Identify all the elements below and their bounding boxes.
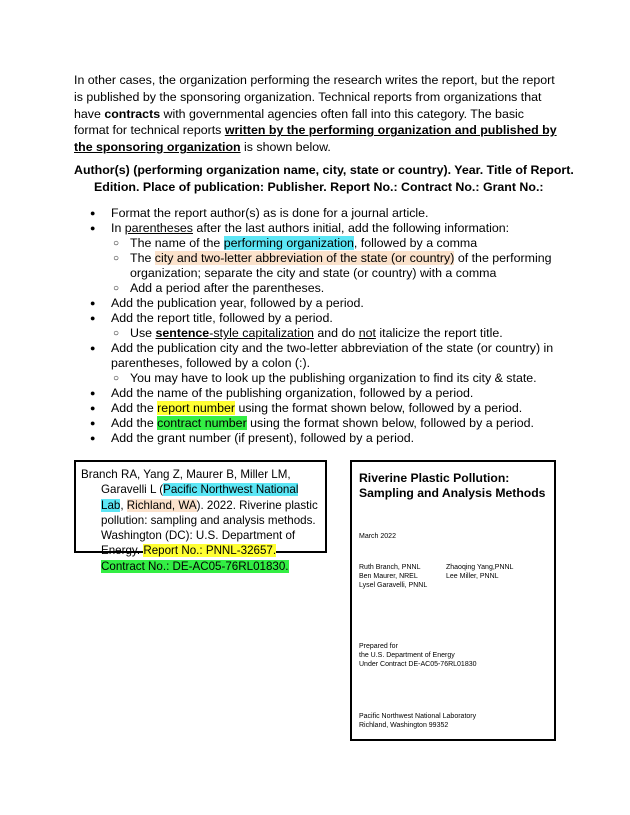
sub-list-item: ○ Use sentence-style capitalization and do not italicize the report title. <box>111 326 558 341</box>
citation-city-highlight: Richland, WA <box>126 498 197 512</box>
list-item: ● Add the publication city and the two-letter abbreviation of the state (or country) in parentheses, followed by a colon (:). ○ You may have to look up the publishing organization to find its city & state. <box>74 341 558 386</box>
format-template-heading: Author(s) (performing organization name, city, state or country). Year. Title of Report. Edition. Place of publication: Publisher. Report No.: Contract No.: Grant No.: <box>74 163 574 194</box>
example-citation-box <box>74 460 327 573</box>
example-citation: Branch RA, Yang Z, Maurer B, Miller LM, Garavelli L (Pacific Northwest National Lab, Richland, WA). 2022. Riverine plastic pollution: sampling and analysis methods. Washington (DC): U.S. Department of Energy. Report No.: PNNL-32657. Contract No.: DE-AC05-76RL01830. <box>81 468 318 573</box>
highlight-city: city and two-letter abbreviation of the state (or country) <box>154 251 455 265</box>
list-item: ● Format the report author(s) as is done for a journal article. <box>74 206 558 221</box>
citation-org-highlight: Pacific Northwest National Lab <box>101 483 299 512</box>
cover-author: Ruth Branch, PNNL <box>359 564 421 571</box>
emphasized-phrase: written by the performing organization and published by the sponsoring organization <box>74 123 557 155</box>
sub-list-item: ○ You may have to look up the publishing organization to find its city & state. <box>111 371 558 386</box>
sub-list <box>111 371 558 386</box>
citation-contract-number: Contract No.: DE-AC05-76RL01830. <box>101 559 289 573</box>
list-item: ● Add the report number using the format shown below, followed by a period. <box>74 401 558 416</box>
cover-laboratory: Pacific Northwest National Laboratory Richland, Washington 99352 <box>359 713 477 729</box>
report-cover-page <box>350 460 556 741</box>
highlight-report-number: report number <box>157 401 235 415</box>
cover-prepared-for: Prepared for the U.S. Department of Energy Under Contract DE-AC05-76RL01830 <box>359 643 477 668</box>
highlight-contract-number: contract number <box>157 416 247 430</box>
citation-report-number: Report No.: PNNL-32657. <box>143 544 277 558</box>
cover-author: Zhaoqing Yang,PNNL <box>446 564 514 571</box>
cover-author: Lysel Garavelli, PNNL <box>359 582 428 589</box>
sub-list <box>111 326 558 341</box>
instructions-list <box>74 206 558 446</box>
list-item: ● Add the name of the publishing organization, followed by a period. <box>74 386 558 401</box>
cover-author: Lee Miller, PNNL <box>446 573 499 580</box>
list-item: ● In parentheses after the last authors initial, add the following information: ○ The name of the performing organization, followed by a comma ○ The city and two-letter abbreviation of the state (or country) of the performing organization; separate the city and state (or country) with a comma ○ Add a period after the parentheses. <box>74 221 558 296</box>
sub-list <box>111 236 558 296</box>
list-item: ● Add the grant number (if present), followed by a period. <box>74 431 558 446</box>
cover-date: March 2022 <box>359 533 396 540</box>
highlight-org: performing organization <box>223 236 354 250</box>
contracts-term: contracts <box>104 106 161 121</box>
sub-list-item: ○ Add a period after the parentheses. <box>111 281 558 296</box>
list-item: ● Add the contract number using the format shown below, followed by a period. <box>74 416 558 431</box>
sub-list-item: ○ The name of the performing organization, followed by a comma <box>111 236 558 251</box>
intro-paragraph: In other cases, the organization performing the research writes the report, but the report is published by the sponsoring organization. Technical reports from organizations that have contracts with governmental agencies often fall into this category. The basic format for technical reports written by the performing organization and published by the sponsoring organization is shown below. <box>74 73 557 155</box>
cover-author: Ben Maurer, NREL <box>359 573 418 580</box>
sub-list-item: ○ The city and two-letter abbreviation of the state (or country) of the performing organization; separate the city and state (or country) with a comma <box>111 251 558 281</box>
list-item: ● Add the publication year, followed by a period. <box>74 296 558 311</box>
cover-title: Riverine Plastic Pollution: Sampling and Analysis Methods <box>359 471 546 500</box>
list-item: ● Add the report title, followed by a period. ○ Use sentence-style capitalization and do not italicize the report title. <box>74 311 558 341</box>
